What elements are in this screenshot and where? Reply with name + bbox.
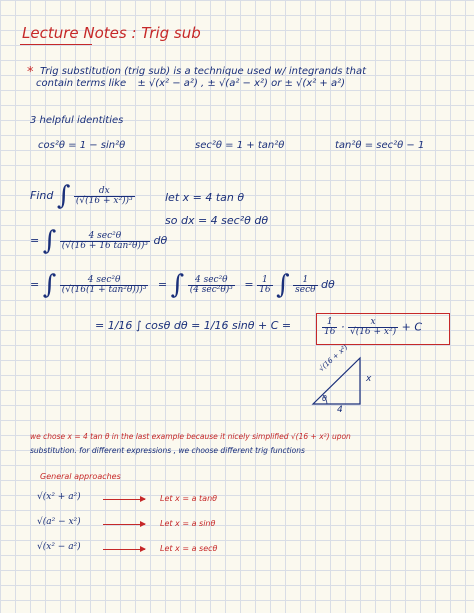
let-line: let x = 4 tan θ xyxy=(165,191,245,204)
step5-text: = 1/16 ∫ cosθ dθ = 1/16 sinθ + C = xyxy=(95,319,292,332)
answer-denominator: √(16 + x²) xyxy=(349,327,397,337)
approach-sub-1: Let x = a tanθ xyxy=(160,494,218,503)
identity-2: sec²θ = 1 + tan²θ xyxy=(195,140,285,151)
find-integral xyxy=(30,183,135,209)
page-title: Lecture Notes : Trig sub xyxy=(22,24,201,42)
answer-numerator: x xyxy=(348,318,398,328)
step4-denominator: secθ xyxy=(295,284,316,295)
intro-line-2 xyxy=(36,79,345,89)
identity-1: cos²θ = 1 − sin²θ xyxy=(38,140,126,151)
triangle-adjacent: 4 xyxy=(337,405,343,415)
step-5 xyxy=(95,320,291,331)
explanation-line-1: we chose x = 4 tan θ in the last example because it nicely simplified √(16 + x²) upon xyxy=(30,432,351,441)
step-2: = ∫ $\frac{\text{4 sec²θ}}{\text{(√(16(1 + tan²θ)))³}}$ = ∫ $\frac{\text{4 sec²θ}}{\text{(4 sec²θ)³}}$ = $\frac{1}{16}$ ∫ $\frac{1}{\sec\theta}$ dθ xyxy=(30,270,335,300)
step1-numerator: 4 sec²θ xyxy=(60,232,150,242)
approach-expr-3: √(x² − a²) xyxy=(37,542,81,552)
integral-sign: ∫ xyxy=(56,181,71,211)
integral-sign: ∫ xyxy=(276,270,290,300)
bullet-star: * xyxy=(27,65,34,80)
triangle-hypotenuse: √(16 + x²) xyxy=(317,343,350,374)
triangle-angle: θ xyxy=(322,394,327,403)
integrand-numerator: dx xyxy=(74,187,135,197)
answer-coefficient: $\frac{1}{16}$ xyxy=(324,317,336,337)
answer-plus-c: + C xyxy=(401,320,423,334)
step2-fraction xyxy=(60,276,149,295)
step2-numerator: 4 sec²θ xyxy=(60,276,149,286)
step4-coefficient: $\frac{1}{16}$ xyxy=(259,274,271,295)
step1-denominator: (√(16 + 16 tan²θ))³ xyxy=(61,240,148,251)
so-line: so dx = 4 sec²θ dθ xyxy=(165,214,269,227)
answer-fraction xyxy=(348,318,398,337)
step3-fraction xyxy=(188,276,235,295)
integrand-denominator: (√(16 + x²))³ xyxy=(75,195,133,206)
intro-text-1: Trig substitution (trig sub) is a technique used w/ integrands that xyxy=(40,66,366,77)
approach-sub-2: Let x = a sinθ xyxy=(160,519,216,528)
step3-denominator: (4 sec²θ)³ xyxy=(189,284,233,295)
intro-text-2-terms: ± √(x² − a²) , ± √(a² − x²) or ± √(x² + a²) xyxy=(137,78,346,89)
identity-3: tan²θ = sec²θ − 1 xyxy=(335,140,425,151)
step3-numerator: 4 sec²θ xyxy=(188,276,235,286)
step1-fraction xyxy=(60,232,150,251)
approach-expr-2: √(a² − x²) xyxy=(37,517,81,527)
triangle-opposite: x xyxy=(366,374,372,384)
approach-sub-3: Let x = a secθ xyxy=(160,544,218,553)
intro-line-1 xyxy=(27,65,366,80)
identities-heading: 3 helpful identities xyxy=(30,115,124,126)
step-1: = ∫ $\frac{\text{4 sec²θ}}{\text{(√(16 + 16 tan²θ))³}}$ dθ xyxy=(30,226,168,256)
reference-triangle xyxy=(305,354,385,414)
find-label: Find xyxy=(30,189,54,202)
arrow-1-icon xyxy=(103,499,145,500)
title-underline xyxy=(20,44,92,45)
step4-fraction xyxy=(293,276,317,295)
step4-dtheta: dθ xyxy=(321,278,335,291)
explanation-line-2: substitution. for different expressions , we choose different trig functions xyxy=(30,446,305,455)
arrow-2-icon xyxy=(103,524,145,525)
integral-sign: ∫ xyxy=(42,226,57,256)
arrow-3-icon xyxy=(103,549,145,550)
intro-text-2-prefix: contain terms like xyxy=(36,78,127,89)
final-answer: $\frac{1}{16}$ · $\frac{x}{\text{√(16 + x²)}}$ + C xyxy=(324,317,423,337)
integral-sign: ∫ xyxy=(170,270,185,300)
step1-dtheta: dθ xyxy=(153,234,168,247)
integrand-fraction xyxy=(74,187,135,206)
step2-denominator: (√(16(1 + tan²θ)))³ xyxy=(61,284,147,295)
integral-sign: ∫ xyxy=(42,270,57,300)
approaches-heading: General approaches xyxy=(40,472,121,481)
approach-expr-1: √(x² + a²) xyxy=(37,492,81,502)
step4-numerator: 1 xyxy=(293,276,317,286)
